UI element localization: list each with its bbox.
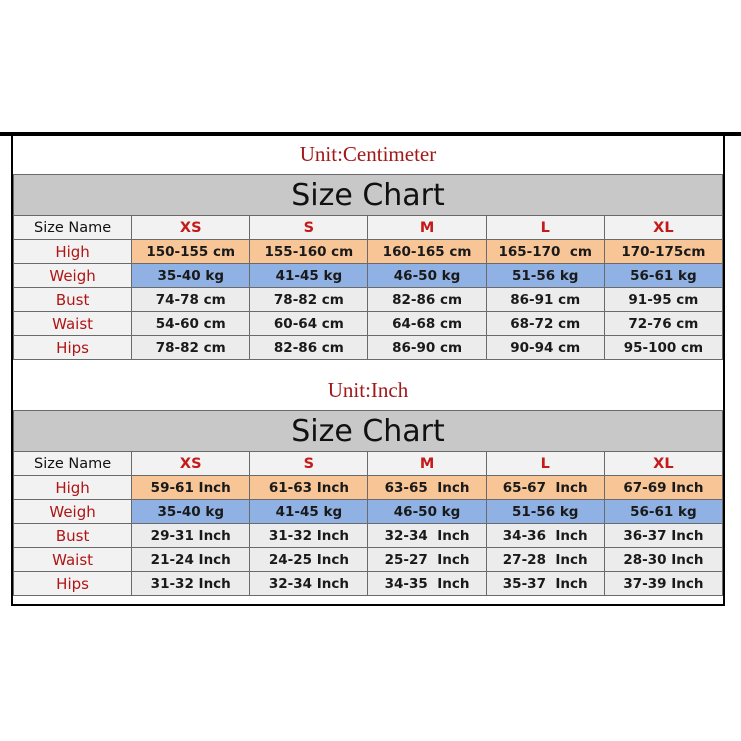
table-cell: 56-61 kg (604, 264, 722, 288)
row-label-high: High (14, 240, 132, 264)
size-chart-title: Size Chart (14, 175, 723, 216)
table-cell: 72-76 cm (604, 312, 722, 336)
table-cell: 46-50 kg (368, 264, 486, 288)
unit-inch-heading: Unit:Inch (327, 378, 409, 402)
size-m-header: M (368, 452, 486, 476)
table-cell: 82-86 cm (250, 336, 368, 360)
row-label-waist: Waist (14, 548, 132, 572)
table-row-waist (14, 548, 723, 572)
table-cell: 91-95 cm (604, 288, 722, 312)
table-cell: 51-56 kg (486, 500, 604, 524)
table-cell: 41-45 kg (250, 500, 368, 524)
row-label-hips: Hips (14, 336, 132, 360)
size-xs-header: XS (132, 452, 250, 476)
size-xl-header: XL (604, 216, 722, 240)
size-chart-title: Size Chart (14, 411, 723, 452)
size-l-header: L (486, 216, 604, 240)
table-cell: 34-35 Inch (368, 572, 486, 596)
centimeter-section (13, 174, 723, 360)
table-cell: 21-24 Inch (132, 548, 250, 572)
size-header-row (14, 452, 723, 476)
table-cell: 59-61 Inch (132, 476, 250, 500)
size-xs-header: XS (132, 216, 250, 240)
row-label-bust: Bust (14, 288, 132, 312)
table-row-high (14, 476, 723, 500)
table-cell: 165-170 cm (486, 240, 604, 264)
table-cell: 32-34 Inch (250, 572, 368, 596)
size-l-header: L (486, 452, 604, 476)
table-cell: 32-34 Inch (368, 524, 486, 548)
table-cell: 41-45 kg (250, 264, 368, 288)
table-row-hips (14, 572, 723, 596)
size-s-header: S (250, 216, 368, 240)
table-cell: 74-78 cm (132, 288, 250, 312)
table-cell: 31-32 Inch (132, 572, 250, 596)
table-cell: 37-39 Inch (604, 572, 722, 596)
unit-centimeter-heading: Unit:Centimeter (299, 142, 437, 166)
table-cell: 64-68 cm (368, 312, 486, 336)
inch-section (13, 410, 723, 596)
row-label-high: High (14, 476, 132, 500)
table-cell: 65-67 Inch (486, 476, 604, 500)
table-cell: 95-100 cm (604, 336, 722, 360)
table-cell: 170-175cm (604, 240, 722, 264)
size-m-header: M (368, 216, 486, 240)
table-cell: 90-94 cm (486, 336, 604, 360)
size-name-header: Size Name (14, 216, 132, 240)
row-label-weigh: Weigh (14, 264, 132, 288)
table-cell: 61-63 Inch (250, 476, 368, 500)
size-xl-header: XL (604, 452, 722, 476)
table-cell: 51-56 kg (486, 264, 604, 288)
table-cell: 155-160 cm (250, 240, 368, 264)
table-cell: 150-155 cm (132, 240, 250, 264)
table-cell: 60-64 cm (250, 312, 368, 336)
table-cell: 29-31 Inch (132, 524, 250, 548)
row-label-hips: Hips (14, 572, 132, 596)
table-cell: 86-90 cm (368, 336, 486, 360)
table-cell: 35-40 kg (132, 500, 250, 524)
table-row-weigh (14, 264, 723, 288)
table-cell: 78-82 cm (132, 336, 250, 360)
table-cell: 86-91 cm (486, 288, 604, 312)
row-label-waist: Waist (14, 312, 132, 336)
table-cell: 31-32 Inch (250, 524, 368, 548)
table-cell: 54-60 cm (132, 312, 250, 336)
table-row-weigh (14, 500, 723, 524)
centimeter-size-table (13, 174, 723, 360)
row-label-weigh: Weigh (14, 500, 132, 524)
table-cell: 35-40 kg (132, 264, 250, 288)
table-cell: 34-36 Inch (486, 524, 604, 548)
table-row-waist (14, 312, 723, 336)
inch-size-table (13, 410, 723, 596)
table-cell: 67-69 Inch (604, 476, 722, 500)
table-cell: 35-37 Inch (486, 572, 604, 596)
table-row-hips (14, 336, 723, 360)
table-cell: 68-72 cm (486, 312, 604, 336)
table-cell: 28-30 Inch (604, 548, 722, 572)
table-cell: 82-86 cm (368, 288, 486, 312)
table-cell: 78-82 cm (250, 288, 368, 312)
table-cell: 24-25 Inch (250, 548, 368, 572)
size-s-header: S (250, 452, 368, 476)
size-name-header: Size Name (14, 452, 132, 476)
size-header-row (14, 216, 723, 240)
table-row-bust (14, 524, 723, 548)
table-cell: 56-61 kg (604, 500, 722, 524)
table-cell: 27-28 Inch (486, 548, 604, 572)
table-cell: 160-165 cm (368, 240, 486, 264)
table-row-bust (14, 288, 723, 312)
table-cell: 25-27 Inch (368, 548, 486, 572)
row-label-bust: Bust (14, 524, 132, 548)
table-cell: 63-65 Inch (368, 476, 486, 500)
table-row-high (14, 240, 723, 264)
table-cell: 36-37 Inch (604, 524, 722, 548)
table-cell: 46-50 kg (368, 500, 486, 524)
size-chart-frame (11, 136, 725, 606)
